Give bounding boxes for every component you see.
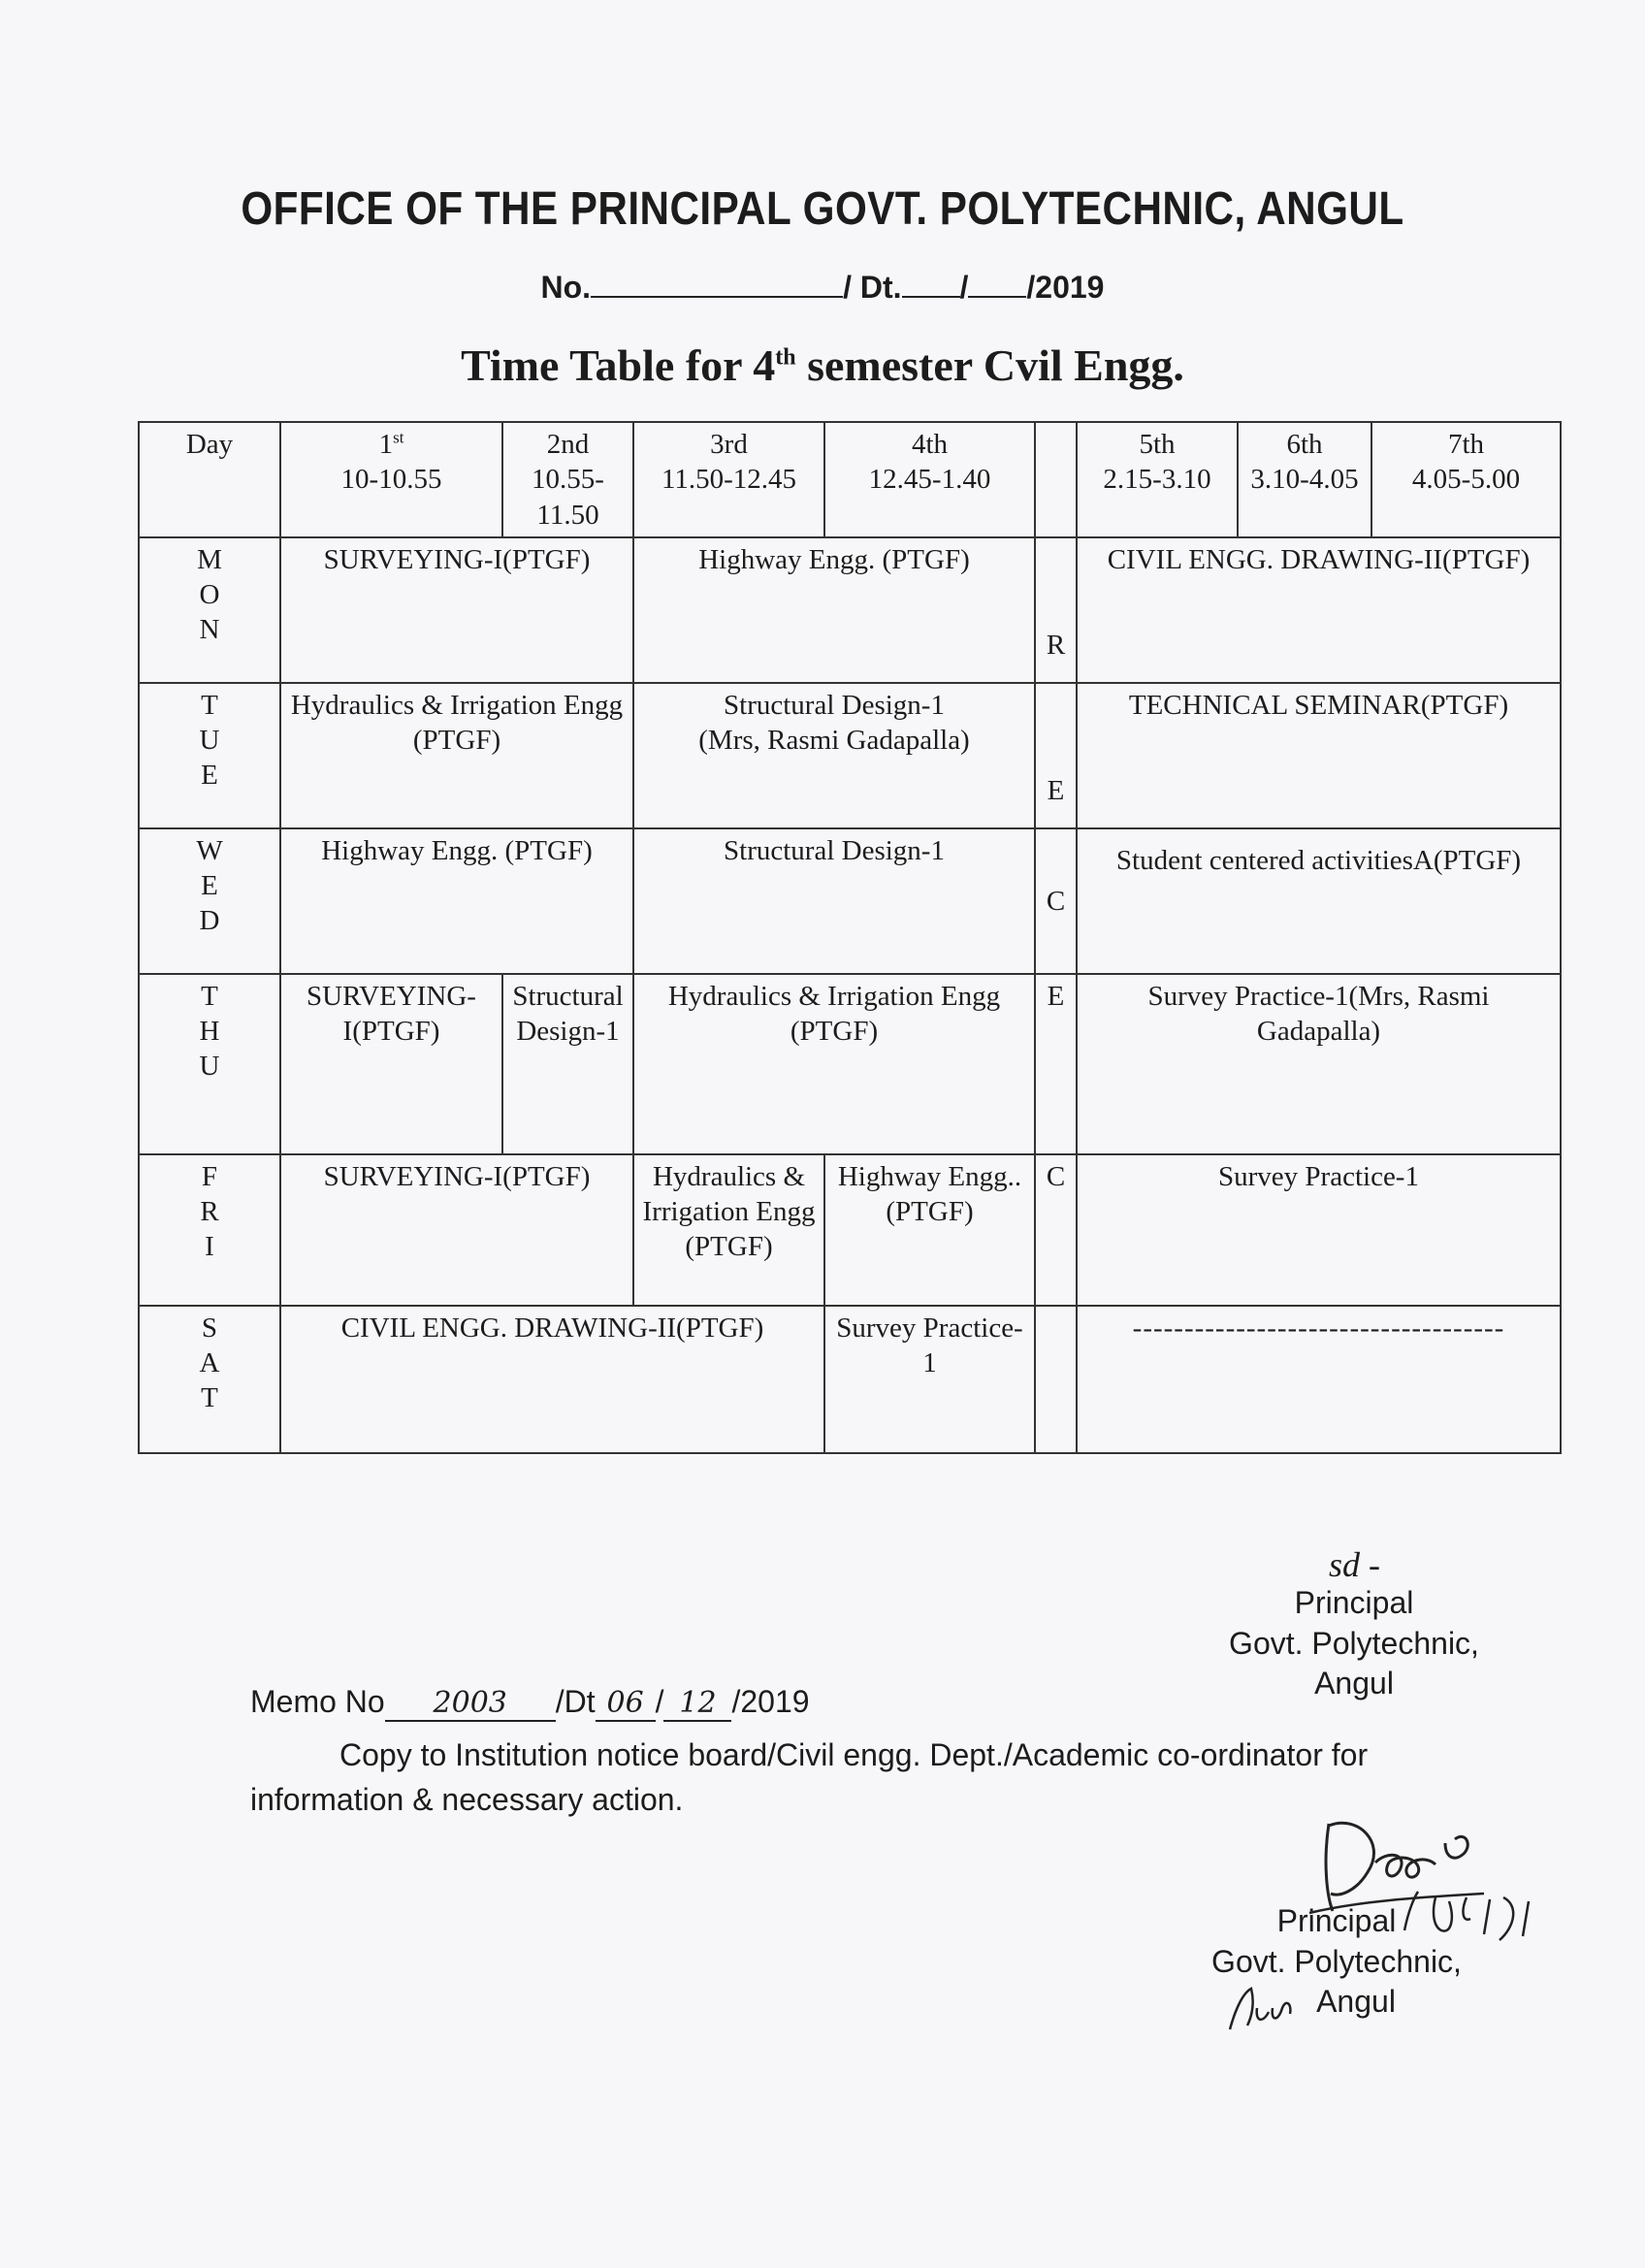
- row-saturday: [139, 1306, 1561, 1453]
- signature1-org: Govt. Polytechnic,: [1229, 1625, 1479, 1661]
- row-monday: [139, 537, 1561, 683]
- tue-period-1-2: Hydraulics & Irrigation Engg (PTGF): [280, 683, 633, 828]
- memo-year: /2019: [731, 1684, 810, 1719]
- day-tuesday: T U E: [139, 683, 280, 828]
- row-tuesday: [139, 683, 1561, 828]
- header-period-5: 5th 2.15-3.10: [1077, 422, 1238, 537]
- row-friday: [139, 1154, 1561, 1306]
- header-recess: [1035, 422, 1077, 537]
- office-title: OFFICE OF THE PRINCIPAL GOVT. POLYTECHNIC, ANGUL: [241, 183, 1404, 235]
- day-friday: F R I: [139, 1154, 280, 1306]
- initials-scribble: [1222, 1979, 1300, 2037]
- fri-period-4: Highway Engg..(PTGF): [824, 1154, 1035, 1306]
- memo-dt-label: /Dt: [555, 1684, 596, 1719]
- fri-period-3: Hydraulics & Irrigation Engg (PTGF): [633, 1154, 824, 1306]
- recess-letter-c2: C: [1035, 1154, 1077, 1306]
- timetable: [138, 421, 1562, 1454]
- reference-number-line: [0, 270, 1645, 306]
- thu-period-1: SURVEYING-I(PTGF): [280, 974, 502, 1154]
- memo-number: 2003: [385, 1686, 556, 1722]
- row-wednesday: [139, 828, 1561, 974]
- header-row: [139, 422, 1561, 537]
- no-blank: [591, 271, 843, 298]
- header-period-4: 4th 12.45-1.40: [824, 422, 1035, 537]
- header-period-7: 7th 4.05-5.00: [1371, 422, 1561, 537]
- dt-label: / Dt.: [843, 270, 902, 305]
- fri-period-5-7: Survey Practice-1: [1077, 1154, 1561, 1306]
- wed-period-1-2: Highway Engg. (PTGF): [280, 828, 633, 974]
- mon-period-1-2: SURVEYING-I(PTGF): [280, 537, 633, 683]
- sat-period-1-3: CIVIL ENGG. DRAWING-II(PTGF): [280, 1306, 824, 1453]
- dt-year: /2019: [1026, 270, 1105, 305]
- tue-period-5-7: TECHNICAL SEMINAR(PTGF): [1077, 683, 1561, 828]
- signature2-org: Govt. Polytechnic,: [1211, 1943, 1462, 1979]
- memo-day: 06: [596, 1686, 656, 1722]
- recess-letter-r: R: [1035, 537, 1077, 683]
- day-monday: M O N: [139, 537, 280, 683]
- tue-period-3-4: Structural Design-1 (Mrs, Rasmi Gadapalla): [633, 683, 1035, 828]
- header-day: Day: [139, 422, 280, 537]
- no-label: No.: [540, 270, 592, 305]
- day-wednesday: W E D: [139, 828, 280, 974]
- mon-period-5-7: CIVIL ENGG. DRAWING-II(PTGF): [1077, 537, 1561, 683]
- memo-line: Memo No 2003 /Dt 06 / 12 /2019: [250, 1684, 810, 1720]
- sat-recess: [1035, 1306, 1077, 1453]
- memo-month: 12: [663, 1686, 731, 1722]
- timetable-title: Time Table for 4th semester Cvil Engg.: [461, 340, 1184, 390]
- signature2-place: Angul: [1316, 1984, 1396, 2020]
- day-thursday: T H U: [139, 974, 280, 1154]
- sd-mark: sd -: [1329, 1545, 1380, 1584]
- sat-period-5-7: ------------------------------------: [1077, 1306, 1561, 1453]
- header-period-3: 3rd 11.50-12.45: [633, 422, 824, 537]
- row-thursday: [139, 974, 1561, 1154]
- sat-period-4: Survey Practice-1: [824, 1306, 1035, 1453]
- thu-period-5-7: Survey Practice-1(Mrs, Rasmi Gadapalla): [1077, 974, 1561, 1154]
- wed-period-5-7: Student centered activitiesA(PTGF): [1077, 828, 1561, 974]
- thu-period-3-4: Hydraulics & Irrigation Engg (PTGF): [633, 974, 1035, 1154]
- dt-day-blank: [902, 271, 960, 298]
- signature2-title: Principal: [1276, 1903, 1397, 1938]
- header-period-2: 2nd 10.55-11.50: [502, 422, 633, 537]
- thu-period-2: Structural Design-1: [502, 974, 633, 1154]
- dt-slash: /: [959, 270, 969, 305]
- memo-label: Memo No: [250, 1684, 385, 1719]
- recess-letter-c: C: [1035, 828, 1077, 974]
- mon-period-3-4: Highway Engg. (PTGF): [633, 537, 1035, 683]
- signature1-title: Principal: [1294, 1585, 1414, 1620]
- day-saturday: S A T: [139, 1306, 280, 1453]
- header-period-1: 1st 10-10.55: [280, 422, 502, 537]
- fri-period-1-2: SURVEYING-I(PTGF): [280, 1154, 633, 1306]
- copy-to-text: Copy to Institution notice board/Civil engg. Dept./Academic co-ordinator for information & necessary action.: [250, 1737, 1369, 1818]
- signature1-place: Angul: [1314, 1666, 1394, 1701]
- header-period-6: 6th 3.10-4.05: [1238, 422, 1371, 537]
- recess-letter-e2: E: [1035, 974, 1077, 1154]
- recess-letter-e: E: [1035, 683, 1077, 828]
- wed-period-3-4: Structural Design-1: [633, 828, 1035, 974]
- signature-block-1: [1209, 1583, 1500, 1704]
- dt-month-blank: [968, 271, 1026, 298]
